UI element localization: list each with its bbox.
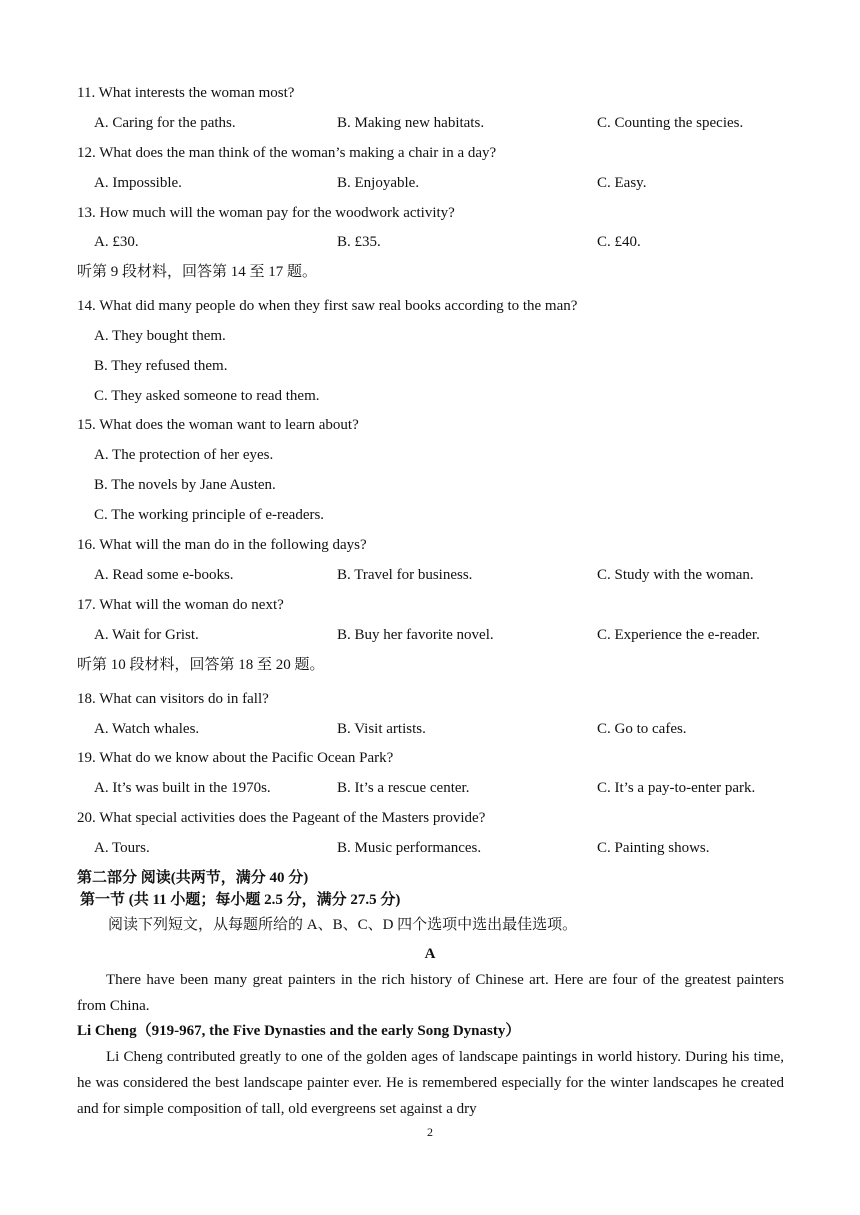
- question-15: 15. What does the woman want to learn about?: [77, 417, 359, 433]
- q17-option-b: B. Buy her favorite novel.: [337, 627, 494, 643]
- passage-label: A: [424, 946, 436, 962]
- q11-option-b: B. Making new habitats.: [337, 115, 485, 131]
- q12-option-c: C. Easy.: [597, 175, 647, 191]
- q13-option-a: A. £30.: [94, 234, 139, 250]
- q19-option-b: B. It’s a rescue center.: [337, 780, 470, 796]
- q11-option-a: A. Caring for the paths.: [94, 115, 236, 131]
- q20-option-b: B. Music performances.: [337, 840, 482, 856]
- q15-option-b: B. The novels by Jane Austen.: [94, 477, 276, 493]
- q17-option-c: C. Experience the e-reader.: [597, 627, 760, 643]
- question-11: 11. What interests the woman most?: [77, 85, 295, 101]
- q14-option-b: B. They refused them.: [94, 358, 228, 374]
- question-17: 17. What will the woman do next?: [77, 597, 284, 613]
- q13-option-b: B. £35.: [337, 234, 381, 250]
- passage-intro: There have been many great painters in the rich history of Chinese art. Here are four of the greatest painters from China.: [77, 972, 784, 1014]
- q17-option-a: A. Wait for Grist.: [94, 627, 199, 643]
- section-9-instruction: 听第 9 段材料，回答第 14 至 17 题。: [77, 264, 318, 280]
- painter-heading: Li Cheng（919-967, the Five Dynasties and the early Song Dynasty）: [77, 1023, 521, 1039]
- q14-option-c: C. They asked someone to read them.: [94, 388, 320, 404]
- q13-option-c: C. £40.: [597, 234, 641, 250]
- q18-option-b: B. Visit artists.: [337, 721, 426, 737]
- q16-option-b: B. Travel for business.: [337, 567, 473, 583]
- q19-option-a: A. It’s was built in the 1970s.: [94, 780, 271, 796]
- q18-option-a: A. Watch whales.: [94, 721, 200, 737]
- question-20: 20. What special activities does the Pageant of the Masters provide?: [77, 810, 486, 826]
- page-number: 2: [427, 1125, 433, 1139]
- question-18: 18. What can visitors do in fall?: [77, 691, 269, 707]
- section-10-instruction: 听第 10 段材料，回答第 18 至 20 题。: [77, 657, 325, 673]
- question-14: 14. What did many people do when they first saw real books according to the man?: [77, 298, 578, 314]
- part-2-title: 第二部分 阅读(共两节，满分 40 分): [77, 870, 309, 886]
- q18-option-c: C. Go to cafes.: [597, 721, 687, 737]
- q14-option-a: A. They bought them.: [94, 328, 226, 344]
- q20-option-c: C. Painting shows.: [597, 840, 710, 856]
- q12-option-a: A. Impossible.: [94, 175, 182, 191]
- question-19: 19. What do we know about the Pacific Ocean Park?: [77, 750, 394, 766]
- q20-option-a: A. Tours.: [94, 840, 150, 856]
- reading-direction: 阅读下列短文，从每题所给的 A、B、C、D 四个选项中选出最佳选项。: [108, 917, 578, 933]
- q19-option-c: C. It’s a pay-to-enter park.: [597, 780, 756, 796]
- question-16: 16. What will the man do in the following days?: [77, 537, 367, 553]
- question-13: 13. How much will the woman pay for the woodwork activity?: [77, 205, 455, 221]
- question-12: 12. What does the man think of the woman’s making a chair in a day?: [77, 145, 497, 161]
- q16-option-c: C. Study with the woman.: [597, 567, 754, 583]
- q15-option-a: A. The protection of her eyes.: [94, 447, 274, 463]
- q15-option-c: C. The working principle of e-readers.: [94, 507, 325, 523]
- q12-option-b: B. Enjoyable.: [337, 175, 420, 191]
- passage-body: Li Cheng contributed greatly to one of the golden ages of landscape paintings in world history. During his time, he was considered the best landscape painter ever. He is remembered especially for the winter landscapes he created and for simple composition of tall, old evergreens set against a dry: [77, 1049, 784, 1117]
- q16-option-a: A. Read some e-books.: [94, 567, 234, 583]
- q11-option-c: C. Counting the species.: [597, 115, 744, 131]
- part-2-subtitle: 第一节 (共 11 小题；每小题 2.5 分，满分 27.5 分): [80, 892, 401, 908]
